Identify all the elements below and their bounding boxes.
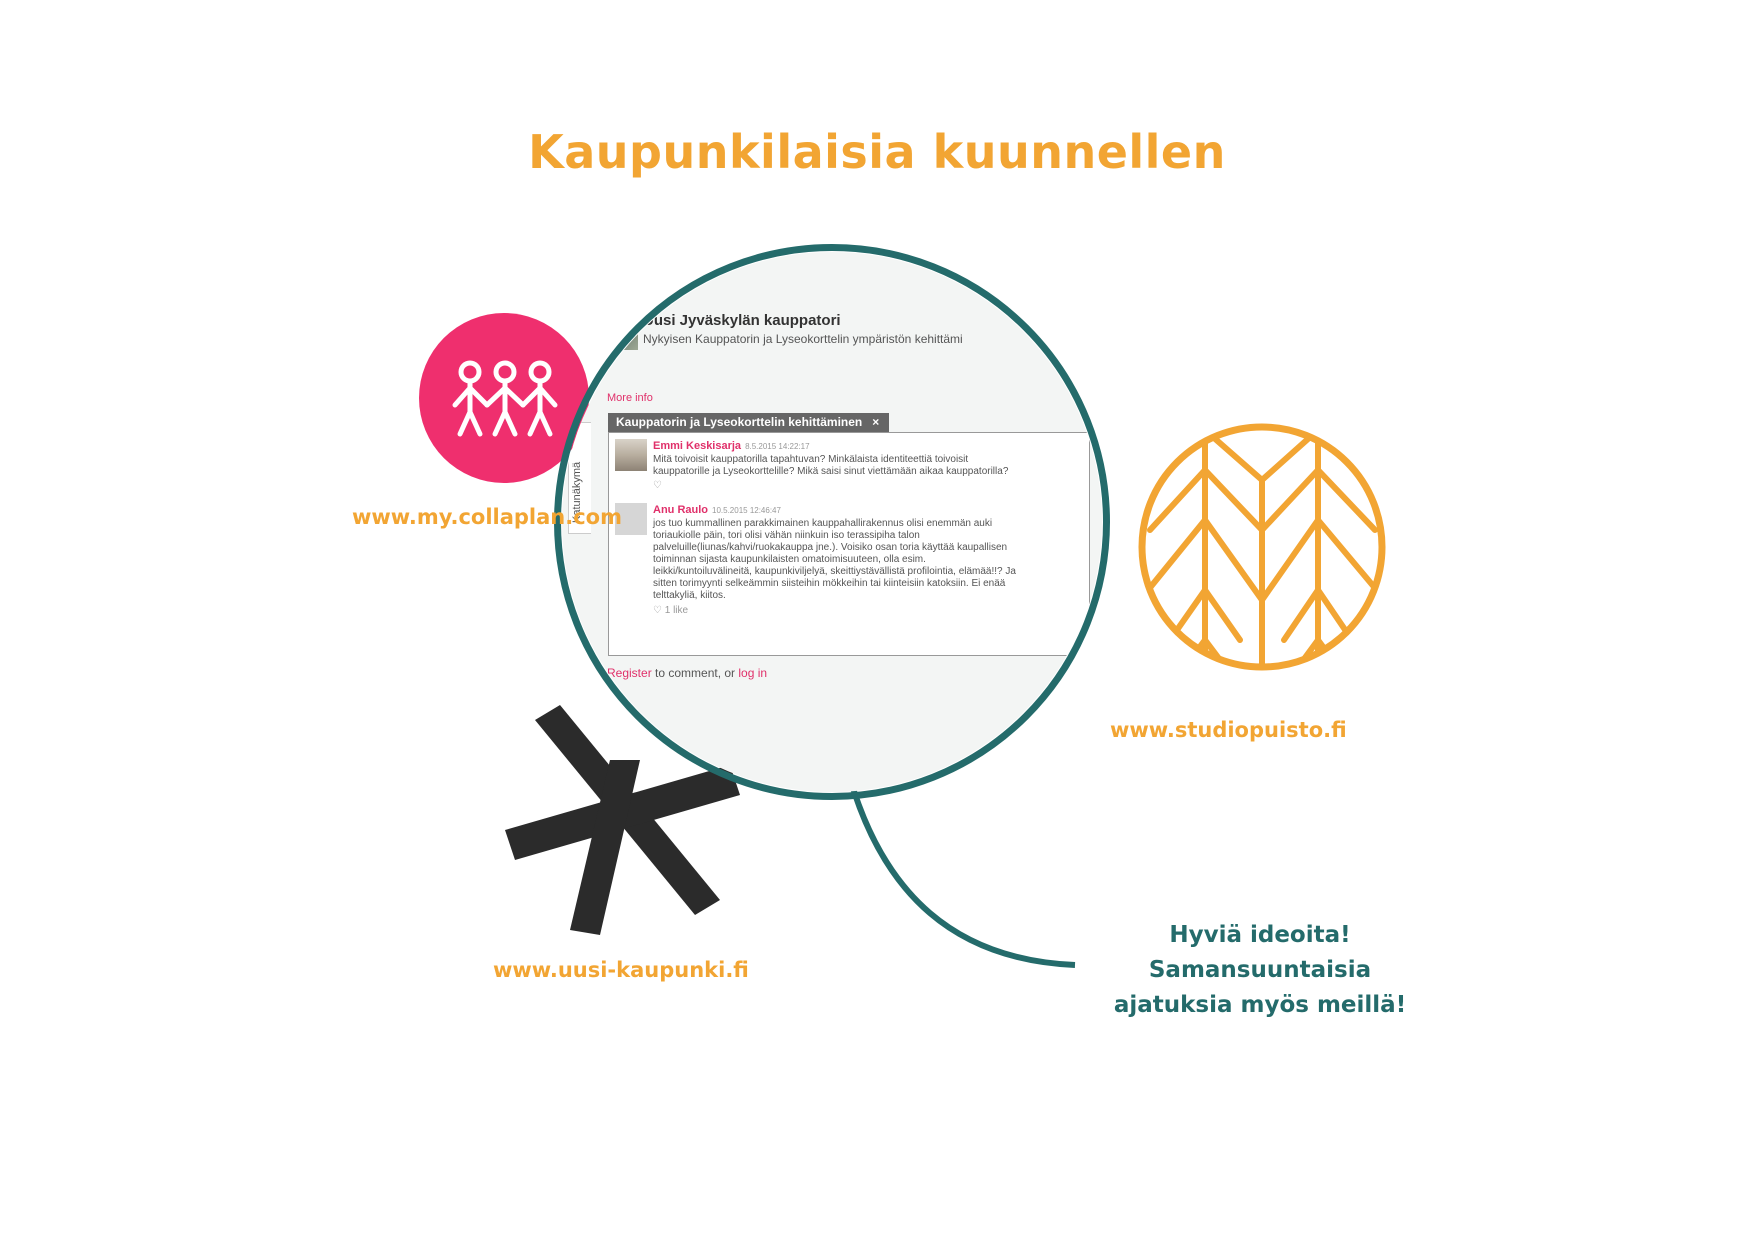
comment-line: kauppatorille ja Lyseokorttelille? Mikä saisi sinut viettämään aikaa kauppatorilla? xyxy=(653,466,1009,477)
comment-line: leikki/kuntoiluvälineitä, kaupunkiviljelyä, skeittiystävällistä profilointia, elämää!!? Ja xyxy=(653,566,1016,577)
register-link[interactable]: Register xyxy=(607,666,652,680)
register-prompt-text: to comment, or xyxy=(651,666,739,680)
discussion-tab-title: Kauppatorin ja Lyseokorttelin kehittäminen xyxy=(616,415,863,429)
tree-pattern-circle-icon xyxy=(1140,430,1385,700)
comment-line: jos tuo kummallinen parakkimainen kauppahallirakennus olisi enemmän auki xyxy=(653,518,993,529)
like-button[interactable]: ♡ 1 like xyxy=(653,605,689,616)
quote-line: ajatuksia myös meillä! xyxy=(1113,992,1407,1018)
more-info-link[interactable]: More info xyxy=(607,392,653,404)
studiopuisto-logo xyxy=(1140,427,1385,700)
comment-date: 10.5.2015 12:46:47 xyxy=(712,506,781,515)
like-button[interactable]: ♡ xyxy=(653,480,662,491)
comment-line: toriaukiolle päin, tori olisi vähän niinkuin iso terassipiha talon xyxy=(653,530,920,541)
studiopuisto-url[interactable]: www.studiopuisto.fi xyxy=(1110,718,1347,742)
comment-author-name[interactable]: Emmi Keskisarja xyxy=(653,440,742,452)
project-description: Nykyisen Kauppatorin ja Lyseokorttelin ympäristön kehittämi xyxy=(643,332,963,346)
comment-author-name[interactable]: Anu Raulo xyxy=(653,504,708,516)
page-title: Kaupunkilaisia kuunnellen xyxy=(528,125,1226,179)
quote-line: Samansuuntaisia xyxy=(1148,957,1372,983)
uusi-kaupunki-url[interactable]: www.uusi-kaupunki.fi xyxy=(493,958,749,982)
login-link[interactable]: log in xyxy=(738,666,768,680)
comment-line: palveluille(liunas/kahvi/ruokakauppa jne.). Voisiko osan toria käyttää kaupallisen xyxy=(653,542,1008,553)
close-icon[interactable]: × xyxy=(872,415,880,429)
comment-line: Mitä toivoisit kauppatorilla tapahtuvan? Minkälaista identiteettiä toivoisit xyxy=(653,454,969,465)
comment-line: sitten torimyynti selkeämmin siisteihin mökkeihin tai kiinteisiin katoksiin. Ei enää xyxy=(653,578,1006,589)
collaplan-url[interactable]: www.my.collaplan.com xyxy=(352,505,622,529)
comment-line: telttakyliä, kiitos. xyxy=(653,590,726,601)
project-title[interactable]: Uusi Jyväskylän kauppatori xyxy=(643,312,841,329)
quote-text xyxy=(1090,918,1430,1023)
comment-date: 8.5.2015 14:22:17 xyxy=(745,442,810,451)
quote-line: Hyviä ideoita! xyxy=(1169,922,1351,948)
street-view-tab-label: Katunäkymä xyxy=(571,461,583,523)
magnifier-ring xyxy=(554,244,1110,800)
comment-line: toiminnan sijasta kaupunkilaisten omatoimisuuteen, olla esim. xyxy=(653,554,926,565)
